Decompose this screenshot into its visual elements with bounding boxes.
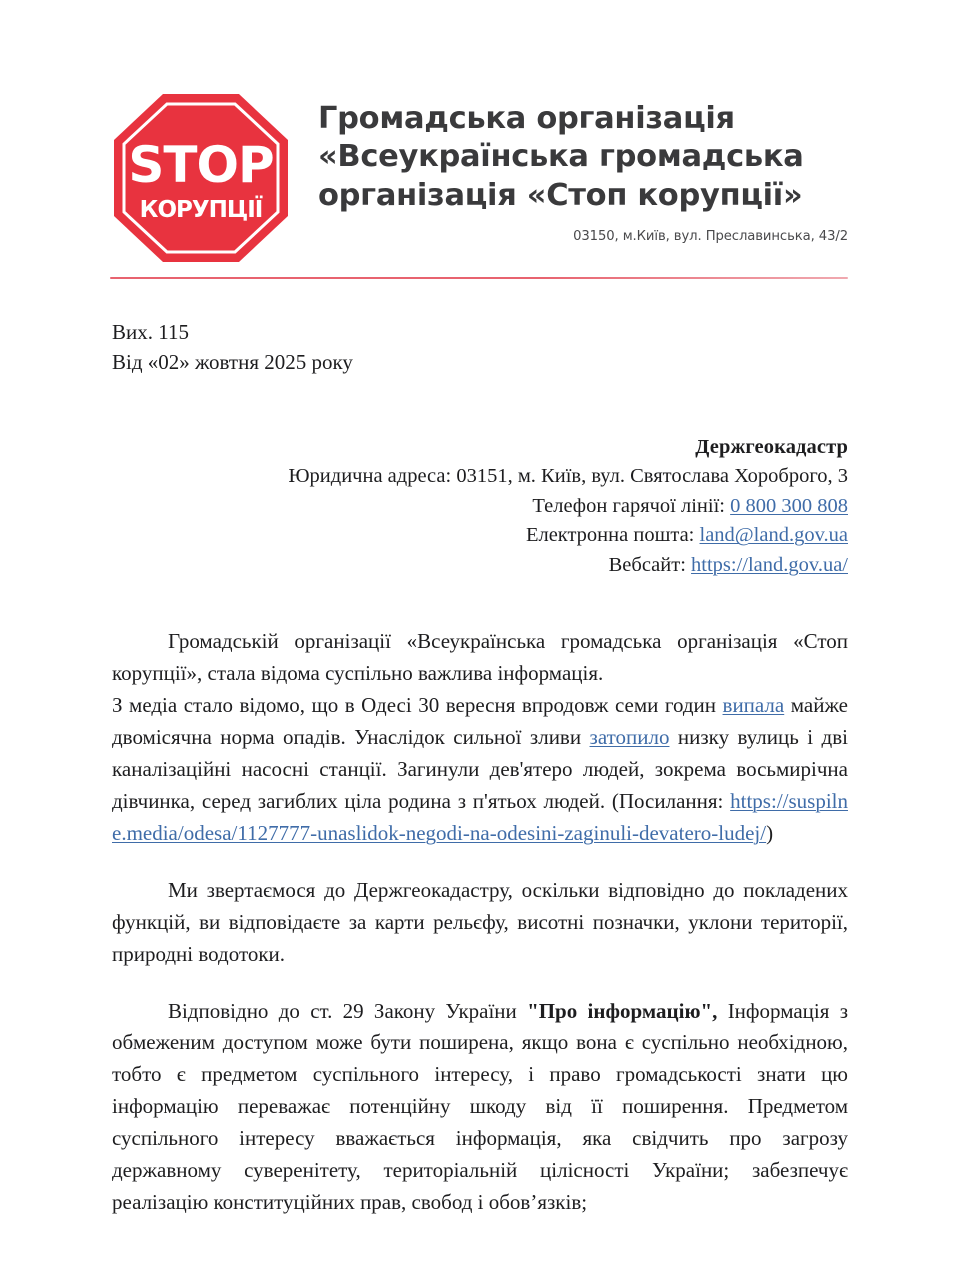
stop-octagon-icon — [110, 90, 292, 266]
reference-block — [112, 317, 958, 378]
paragraph-request — [112, 875, 848, 971]
organization-logo — [110, 90, 292, 266]
header-divider — [110, 277, 848, 279]
addressee-legal-address: Юридична адреса: 03151, м. Київ, вул. Святослава Хороброго, 3 — [288, 465, 848, 488]
paragraph-media-text-c: низку вулиць і дві каналізаційні насосні станції. Загинули дев'ятеро людей, зокрема восьмирічна дівчинка, серед загиблих ціла родина з п'ятьох людей. (Посилання: — [112, 725, 848, 813]
email-link[interactable]: land@land.gov.ua — [699, 524, 848, 547]
outgoing-number: Вих. 115 — [112, 320, 189, 344]
logo-stop-text: STOP — [128, 136, 274, 194]
paragraph-media-text-b: майже двомісячна норма опадів. Унаслідок сильної зливи — [112, 693, 848, 750]
letterhead — [0, 0, 958, 266]
logo-korupcii-text: КОРУПЦІЇ — [139, 197, 263, 223]
paragraph-intro — [112, 626, 848, 690]
letter-body — [112, 626, 848, 1218]
zatopylo-link[interactable]: затопило — [589, 725, 670, 750]
law-title-bold: "Про інформацію", — [527, 998, 718, 1023]
hotline-link[interactable]: 0 800 300 808 — [730, 494, 848, 517]
paragraph-media-text-d: ) — [766, 820, 774, 845]
paragraph-intro-text: Громадській організації «Всеукраїнська громадська організація «Стоп корупції», стала відома суспільно важлива інформація. — [112, 629, 848, 686]
paragraph-media — [112, 690, 848, 850]
paragraph-request-text: Ми звертаємося до Держгеокадастру, оскільки відповідно до покладених функцій, ви відповідаєте за карти рельєфу, висотні позначки, уклони території, природні водотоки. — [112, 877, 848, 966]
email-label: Електронна пошта: — [525, 524, 700, 547]
addressee-name: Держгеокадастр — [695, 435, 848, 458]
org-title-line-2: «Всеукраїнська громадська — [318, 139, 804, 175]
hotline-label: Телефон гарячої лінії: — [532, 494, 731, 517]
letter-date: Від «02» жовтня 2025 року — [112, 350, 353, 375]
addressee-website-row — [0, 551, 848, 581]
addressee-hotline-row — [0, 492, 848, 522]
paragraph-media-text-a: З медіа стало відомо, що в Одесі 30 вересня впродовж семи годин — [112, 693, 723, 718]
paragraph-law — [112, 996, 848, 1219]
org-title-line-1: Громадська організація — [318, 101, 735, 136]
paragraph-law-text-a: Відповідно до ст. 29 Закону України — [168, 998, 528, 1023]
org-address: 03150, м.Київ, вул. Преславинська, 43/2 — [573, 229, 848, 245]
suspilne-source-link[interactable]: https://suspilne.media/odesa/1127777-unaslidok-negodi-na-odesini-zaginuli-devatero-ludej/ — [112, 788, 848, 845]
addressee-block — [0, 433, 848, 581]
letterhead-text — [318, 88, 848, 244]
website-label: Вебсайт: — [608, 553, 692, 576]
addressee-email-row — [0, 521, 848, 551]
org-title-line-3: організація «Стоп корупції» — [318, 177, 803, 213]
paragraph-law-text-b: Інформація з обмеженим доступом може бути поширена, якщо вона є суспільно необхідною, тобто є предметом суспільного інтересу, і право громадськості знати цю інформацію переважає потенційну шкоду від її поширення. Предметом суспільного інтересу вважається інформація, яка свідчить про загрозу державному суверенітету, територіальній цілісності України; забезпечує реалізацію конституційних прав, свобод і обов’язків; — [112, 998, 848, 1214]
vypala-link[interactable]: випала — [722, 693, 785, 718]
website-link[interactable]: https://land.gov.ua/ — [691, 553, 848, 576]
